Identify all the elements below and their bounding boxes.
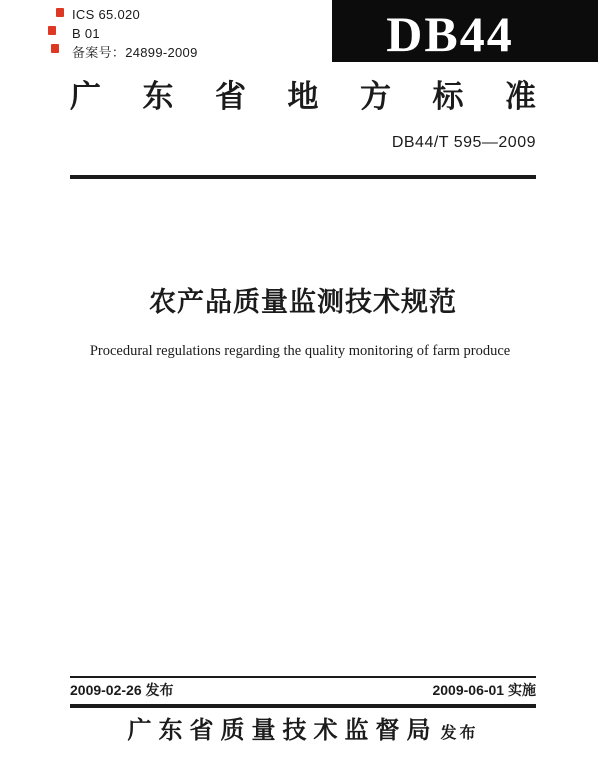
publisher-suffix: 发布 [440,725,479,742]
divider-bottom [70,704,536,708]
regional-standard-title: 广 东 省 地 方 标 准 [70,79,536,114]
effective-date: 2009-06-01 实施 [432,682,536,698]
divider-top [70,175,536,179]
ics-code: ICS 65.020 [72,7,141,22]
divider-thin [70,676,536,678]
db44-badge [332,0,598,62]
red-mark-icon [51,44,59,53]
red-mark-icon [56,8,64,17]
issue-date: 2009-02-26 发布 [70,682,174,698]
classification-code: B 01 [72,26,100,41]
record-number: 备案号：24899-2009 [72,45,198,60]
publisher-row [70,716,536,746]
standard-code: DB44/T 595—2009 [391,134,536,151]
publisher-name: 广东省质量技术监督局 [127,717,438,744]
header-meta [72,5,198,62]
db44-badge-text: DB44 [386,6,514,62]
date-row [70,681,536,699]
document-subtitle-en: Procedural regulations regarding the quality monitoring of farm produce [89,343,511,359]
red-mark-icon [48,26,56,35]
document-title: 农产品质量监测技术规范 [149,287,457,317]
